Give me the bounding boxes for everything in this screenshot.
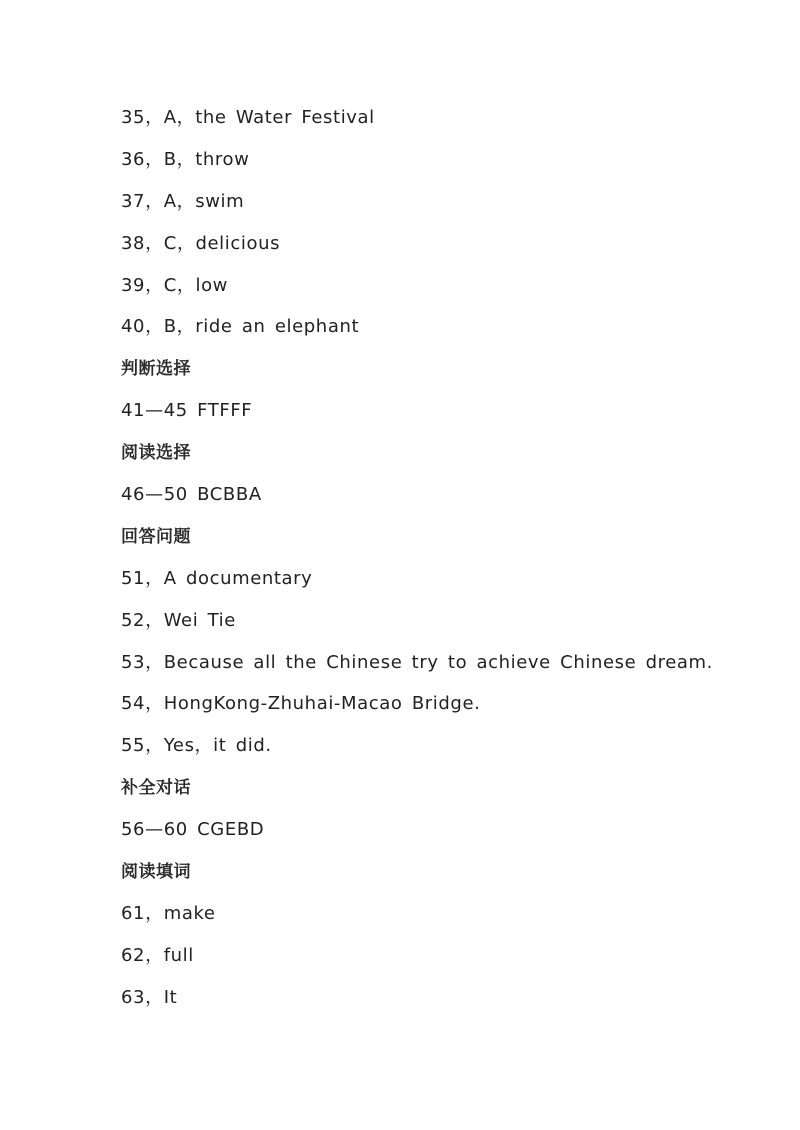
section-heading: 补全对话 [121,778,191,799]
answer-line: 61，make [121,902,216,924]
answer-line: 35，A，the Water Festival [121,107,375,128]
answer-line: 52，Wei Tie [121,609,236,631]
answer-line: 40，B，ride an elephant [121,316,360,338]
answer-list [121,104,741,1026]
answer-line: 55，Yes，it did. [121,735,272,757]
answer-line: 56—60 CGEBD [121,819,265,841]
answer-line: 63，It [121,986,178,1008]
answer-line: 53，Because all the Chinese try to achieve Chinese dream. [121,651,713,673]
answer-line: 51，A documentary [121,567,313,589]
answer-line: 38，C，delicious [121,232,281,254]
answer-line: 62，full [121,944,194,966]
answer-line: 41—45 FTFFF [121,400,253,422]
answer-line: 37，A，swim [121,190,245,212]
section-heading: 阅读填词 [121,862,191,883]
section-heading: 回答问题 [121,526,191,547]
answer-line: 46—50 BCBBA [121,484,262,506]
answer-line: 54，HongKong-Zhuhai-Macao Bridge. [121,693,481,715]
section-heading: 判断选择 [121,359,191,380]
section-heading: 阅读选择 [121,443,191,464]
answer-line: 36，B，throw [121,148,250,170]
answer-line: 39，C，low [121,274,229,296]
